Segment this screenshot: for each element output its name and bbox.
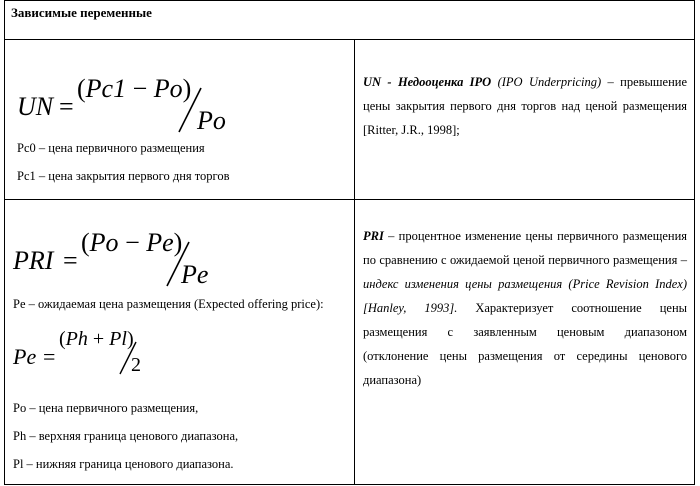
- formula-lhs: UN: [17, 92, 54, 121]
- formula-lhs: PRI: [13, 246, 54, 275]
- variables-table: [4, 0, 695, 485]
- formula-cell-pri: [5, 200, 355, 485]
- formula-denominator: 2: [131, 354, 141, 376]
- def-pe: Pe – ожидаемая цена размещения (Expected offering price):: [13, 297, 324, 311]
- formula-pri: [13, 228, 313, 294]
- table-header: [5, 1, 695, 40]
- formula-eq: =: [59, 92, 74, 121]
- def-pl: Pl – нижняя граница ценового диапазона.: [13, 457, 234, 471]
- formula-eq: =: [43, 344, 56, 369]
- def-ph: Ph – верхняя граница ценового диапазона,: [13, 429, 239, 443]
- formula-pe: [13, 328, 213, 384]
- description-un: UN - Недооценка IPO (IPO Underpricing) – превышение цены закрытия первого дня торгов над ценой размещения [Ritter, J.R., 1998];: [363, 75, 688, 137]
- document-page: [4, 0, 696, 486]
- formula-lhs: Pe: [13, 344, 37, 369]
- formula-un: [17, 74, 317, 140]
- formula-numerator: (Po − Pe): [81, 228, 183, 257]
- def-pc0: Pc0 – цена первичного размещения: [17, 141, 205, 155]
- formula-numerator: (Pc1 − Po): [77, 74, 192, 103]
- def-pc1: Pc1 – цена закрытия первого дня торгов: [17, 169, 230, 183]
- description-cell-pri: [355, 200, 695, 485]
- formula-numerator: (Ph + Pl): [59, 328, 134, 350]
- description-cell-un: [355, 40, 695, 200]
- description-pri: PRI – процентное изменение цены первичного размещения по сравнению с ожидаемой ценой первичного размещения – индекс изменения цены размещения (Price Revision Index) [Hanley, 1993]. Характеризует соотношение цены размещения с заявленным ценовым диапазоном (отклонение цены размещения от середины ценового диапазона): [363, 229, 688, 387]
- def-po: Po – цена первичного размещения,: [13, 401, 199, 415]
- header-text: Зависимые переменные: [11, 5, 152, 20]
- formula-denominator: Pe: [181, 260, 209, 289]
- formula-denominator: Po: [197, 106, 226, 135]
- formula-eq: =: [63, 246, 78, 275]
- formula-cell-un: [5, 40, 355, 200]
